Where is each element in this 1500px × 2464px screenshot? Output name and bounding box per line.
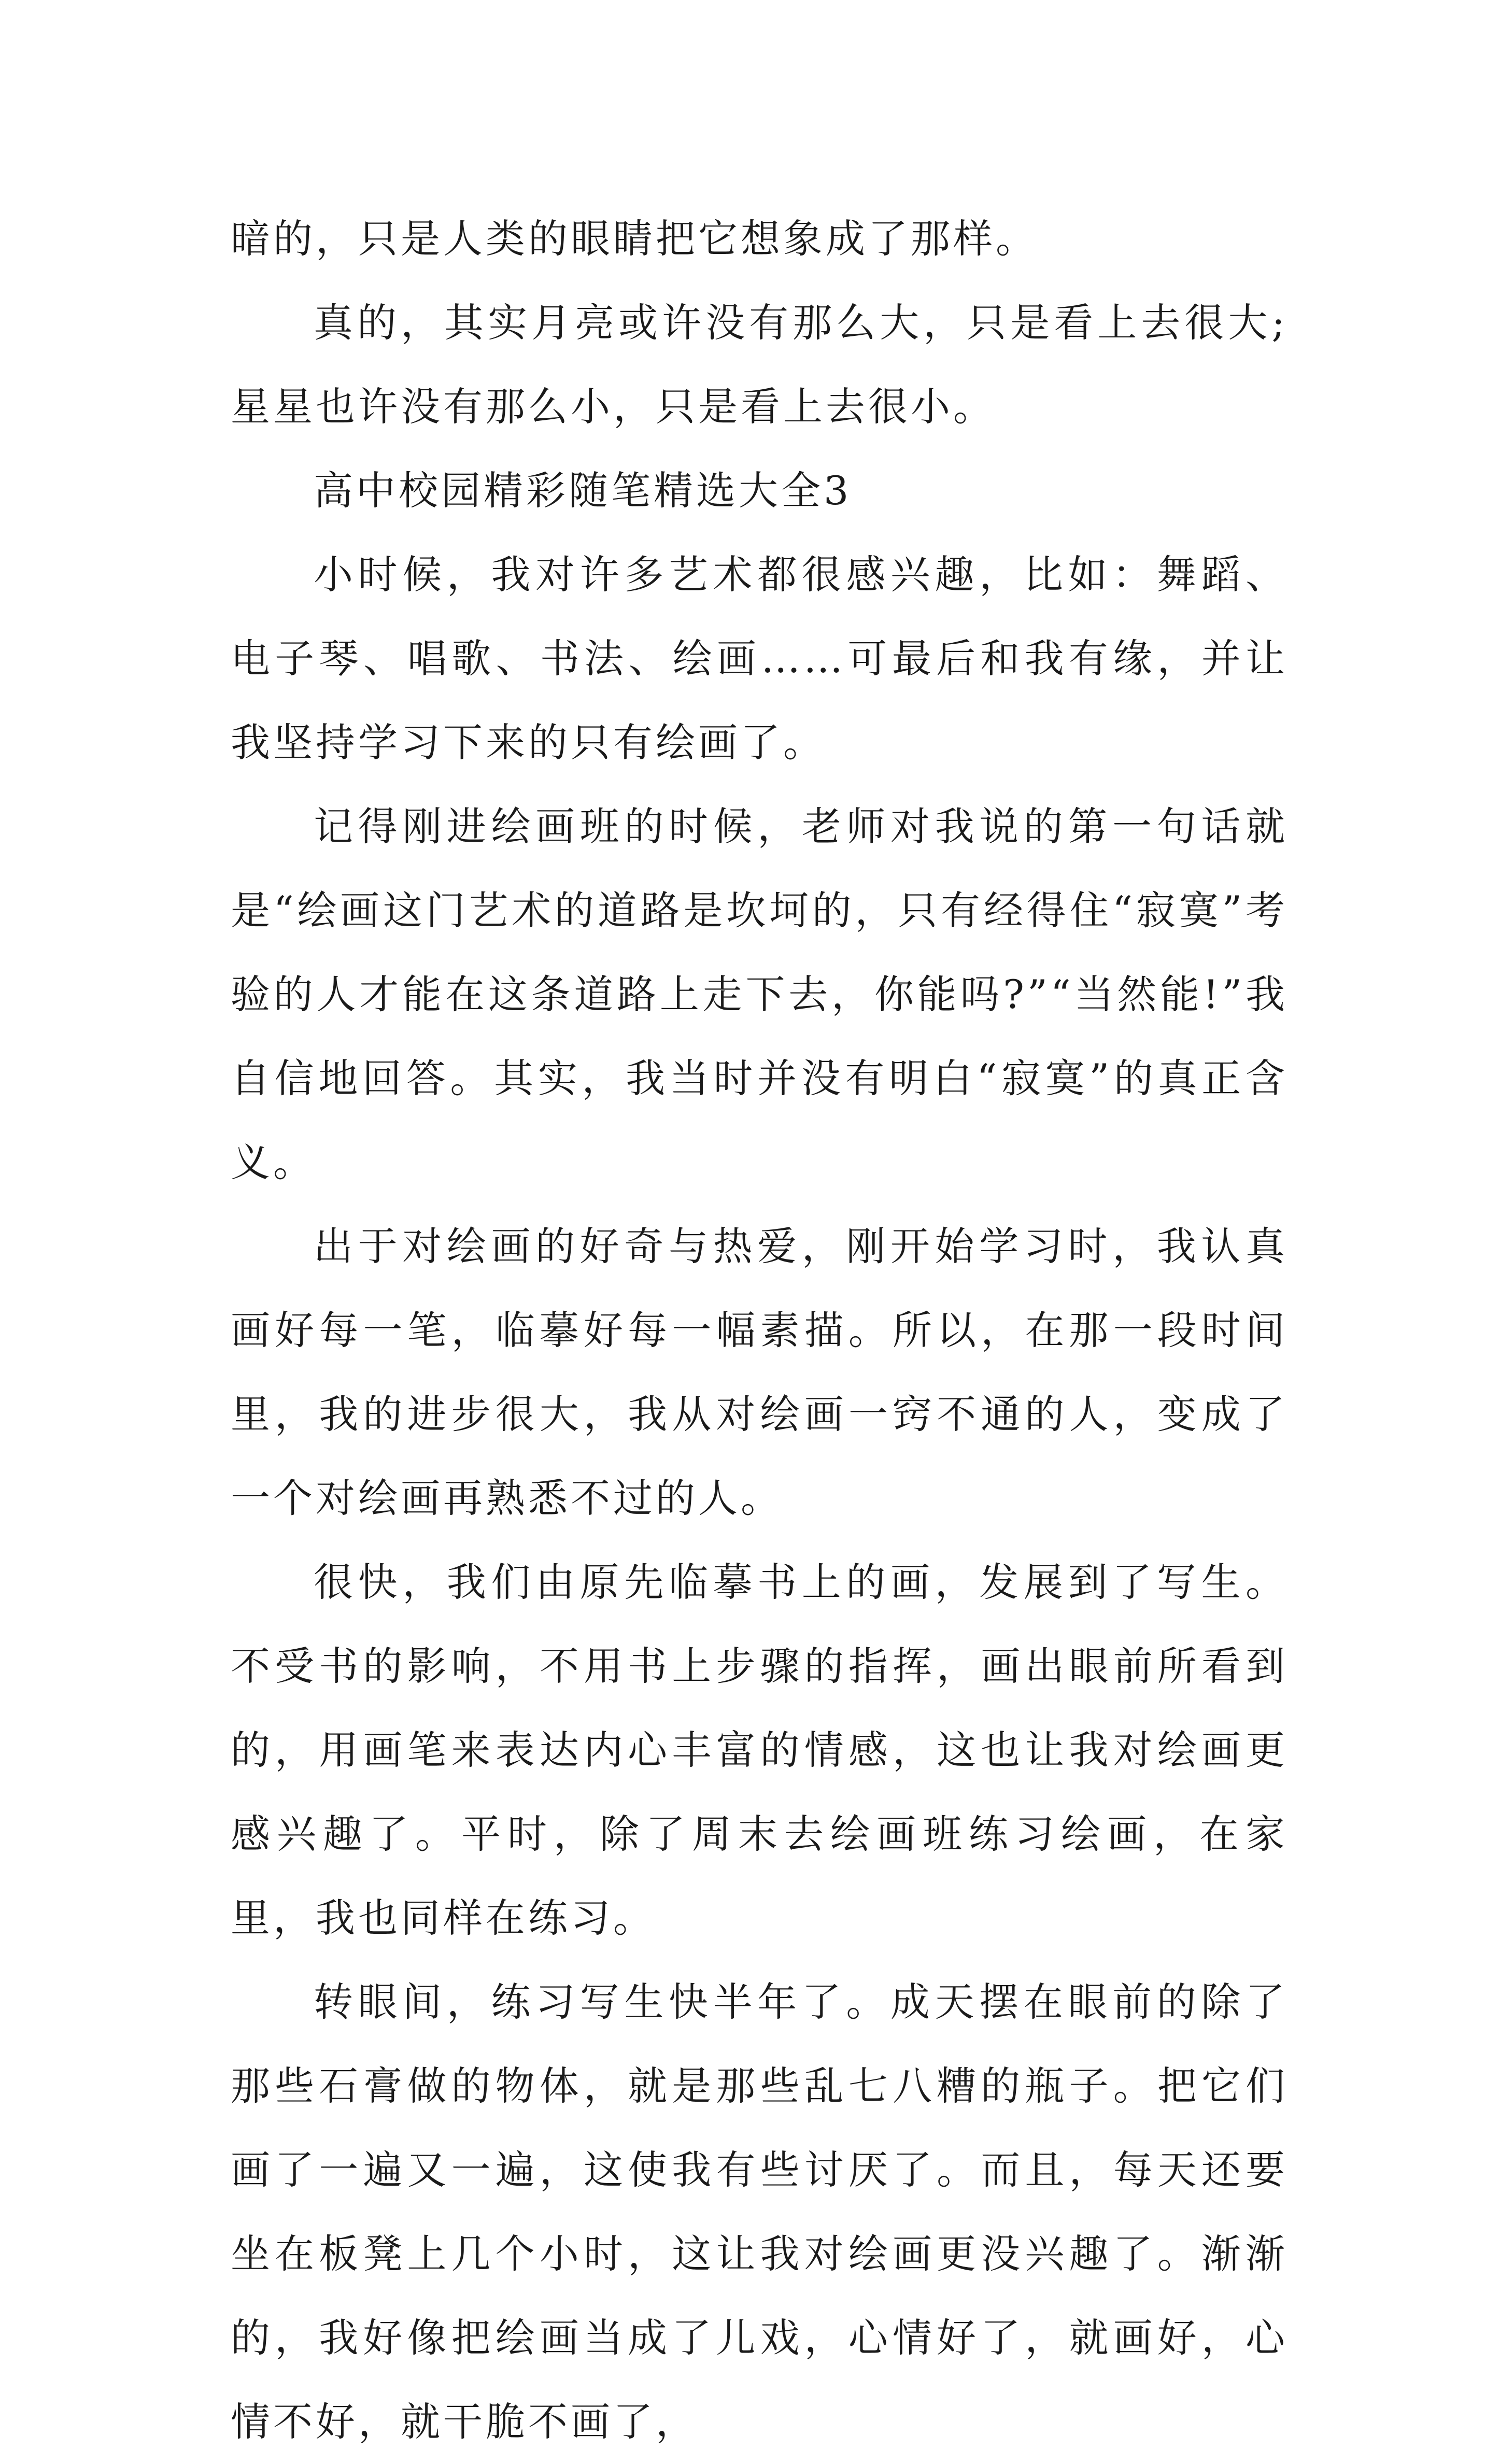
paragraph-teacher-words: 记得刚进绘画班的时候，老师对我说的第一句话就是“绘画这门艺术的道路是坎坷的，只有经得住“寂寞”考验的人才能在这条道路上走下去，你能吗?”“当然能!”我自信地回答。其实，我当时并没有明白“寂寞”的真正含义。 xyxy=(231,803,1288,1185)
body-text xyxy=(231,197,1288,2464)
paragraph-losing-interest: 转眼间，练习写生快半年了。成天摆在眼前的除了那些石膏做的物体，就是那些乱七八糟的瓶子。把它们画了一遍又一遍，这使我有些讨厌了。而且，每天还要坐在板凳上几个小时，这让我对绘画更没兴趣了。渐渐的，我好像把绘画当成了儿戏，心情好了，就画好，心情不好，就干脆不画了， xyxy=(231,1979,1288,2445)
paragraph-sketching: 很快，我们由原先临摹书上的画，发展到了写生。不受书的影响，不用书上步骤的指挥，画出眼前所看到的，用画笔来表达内心丰富的情感，这也让我对绘画更感兴趣了。平时，除了周末去绘画班练习绘画，在家里，我也同样在练习。 xyxy=(231,1559,1288,1941)
section-heading: 高中校园精彩随笔精选大全3 xyxy=(314,468,852,514)
paragraph-early-progress: 出于对绘画的好奇与热爱，刚开始学习时，我认真画好每一笔，临摹好每一幅素描。所以，在那一段时间里，我的进步很大，我从对绘画一窍不通的人，变成了一个对绘画再熟悉不过的人。 xyxy=(231,1223,1288,1521)
paragraph-continuation: 暗的，只是人类的眼睛把它想象成了那样。 xyxy=(231,216,1038,262)
paragraph-childhood-arts: 小时候，我对许多艺术都很感兴趣，比如：舞蹈、电子琴、唱歌、书法、绘画……可最后和我有缘，并让我坚持学习下来的只有绘画了。 xyxy=(231,551,1288,766)
paragraph-moon-stars: 真的，其实月亮或许没有那么大，只是看上去很大;星星也许没有那么小，只是看上去很小。 xyxy=(231,300,1288,430)
